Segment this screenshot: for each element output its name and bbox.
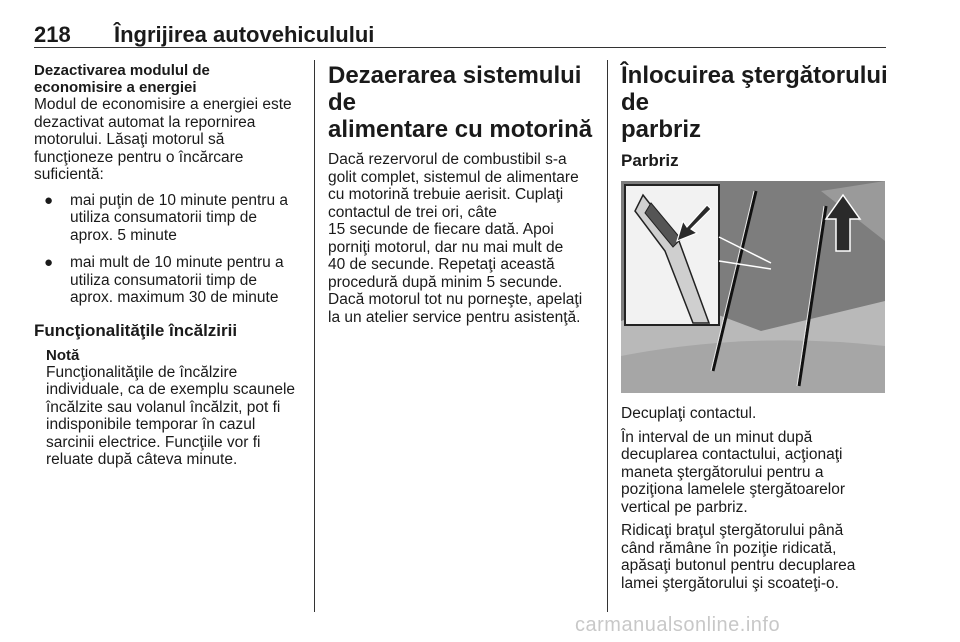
title-line: Înlocuirea ştergătorului de bbox=[621, 62, 888, 116]
energy-saving-heading bbox=[34, 62, 302, 96]
text-line: încălzite sau volanul încălzit, pot fi bbox=[46, 398, 281, 416]
list-item bbox=[34, 192, 302, 245]
text-line: lamei ştergătorului şi scoateţi-o. bbox=[621, 574, 839, 592]
note-text bbox=[46, 364, 302, 469]
energy-saving-paragraph bbox=[34, 96, 302, 184]
bullet-icon: ● bbox=[44, 191, 54, 209]
bullet-list bbox=[34, 192, 302, 307]
text-line: aprox. 5 minute bbox=[70, 226, 177, 244]
text-line: procedură după minim 5 secunde. bbox=[328, 273, 563, 291]
note-title: Notă bbox=[46, 346, 80, 364]
text-line: mai mult de 10 minute pentru a bbox=[70, 254, 284, 271]
page-number: 218 bbox=[34, 22, 71, 47]
wiper-position-paragraph bbox=[621, 429, 889, 517]
heading-line: economisire a energiei bbox=[34, 79, 197, 96]
text-line: motorului. Lăsaţi motorul să bbox=[34, 131, 225, 148]
text-line: cu motorină trebuie aerisit. Cuplaţi bbox=[328, 186, 564, 203]
diesel-bleeding-title bbox=[328, 62, 596, 143]
page-header bbox=[34, 8, 886, 48]
text-line: utiliza consumatorii timp de bbox=[70, 209, 257, 226]
switch-off-ignition-text: Decuplaţi contactul. bbox=[621, 405, 757, 422]
header-rule bbox=[34, 47, 886, 48]
text-line: funcţioneze pentru o încărcare bbox=[34, 148, 244, 166]
text-line: golit complet, sistemul de alimentare bbox=[328, 168, 579, 186]
title-line: parbriz bbox=[621, 116, 702, 143]
text-line: aprox. maximum 30 de minute bbox=[70, 289, 279, 306]
text-line: decuplarea contactului, acţionaţi bbox=[621, 446, 843, 463]
wiper-replacement-title bbox=[621, 62, 889, 143]
wiper-removal-paragraph bbox=[621, 522, 889, 592]
page-title: Îngrijirea autovehiculului bbox=[114, 22, 375, 47]
list-item bbox=[34, 254, 302, 307]
text-line: când rămâne în poziţie ridicată, bbox=[621, 539, 837, 557]
note-box bbox=[34, 347, 302, 469]
text-line: Modul de economisire a energiei este bbox=[34, 96, 292, 113]
windshield-subheading: Parbriz bbox=[621, 151, 679, 170]
column-divider-2 bbox=[607, 60, 608, 612]
text-line: reluate după câteva minute. bbox=[46, 451, 238, 468]
text-line: 15 secunde de fiecare dată. Apoi bbox=[328, 221, 554, 238]
heating-functions-heading: Funcţionalităţile încălzirii bbox=[34, 320, 238, 340]
text-line: la un atelier service pentru asistenţă. bbox=[328, 308, 581, 326]
title-line: alimentare cu motorină bbox=[328, 116, 593, 143]
text-line: vertical pe parbriz. bbox=[621, 498, 748, 516]
text-line: Dacă motorul tot nu porneşte, apelaţi bbox=[328, 291, 583, 308]
text-line: utiliza consumatorii timp de bbox=[70, 271, 257, 289]
text-line: apăsaţi butonul pentru decuplarea bbox=[621, 557, 856, 574]
text-line: maneta ştergătorului pentru a bbox=[621, 463, 824, 481]
text-line: Ridicaţi braţul ştergătorului până bbox=[621, 522, 844, 539]
text-line: porniţi motorul, dar nu mai mult de bbox=[328, 238, 564, 256]
heading-line: Dezactivarea modulul de bbox=[34, 62, 210, 79]
text-line: În interval de un minut după bbox=[621, 428, 813, 446]
text-line: individuale, ca de exemplu scaunele bbox=[46, 381, 296, 398]
column-divider-1 bbox=[314, 60, 315, 612]
text-line: suficientă: bbox=[34, 166, 104, 183]
title-line: Dezaerarea sistemului de bbox=[328, 62, 582, 116]
text-line: mai puţin de 10 minute pentru a bbox=[70, 191, 288, 209]
bullet-icon: ● bbox=[44, 254, 54, 271]
column-2 bbox=[328, 62, 596, 326]
text-line: Dacă rezervorul de combustibil s-a bbox=[328, 151, 567, 168]
column-1 bbox=[34, 62, 302, 469]
text-line: indisponibile temporar în cazul bbox=[46, 416, 256, 433]
text-line: Funcţionalităţile de încălzire bbox=[46, 363, 238, 381]
text-line: dezactivat automat la repornirea bbox=[34, 113, 256, 131]
column-3 bbox=[621, 62, 889, 598]
text-line: contactul de trei ori, câte bbox=[328, 203, 497, 221]
watermark: carmanualsonline.info bbox=[575, 614, 781, 636]
text-line: 40 de secunde. Repetaţi această bbox=[328, 256, 555, 273]
text-line: poziţiona lamelele ştergătoarelor bbox=[621, 481, 846, 498]
text-line: sarcinii electrice. Funcţiile vor fi bbox=[46, 433, 261, 451]
wiper-illustration bbox=[621, 181, 885, 393]
diesel-bleeding-paragraph bbox=[328, 151, 596, 326]
